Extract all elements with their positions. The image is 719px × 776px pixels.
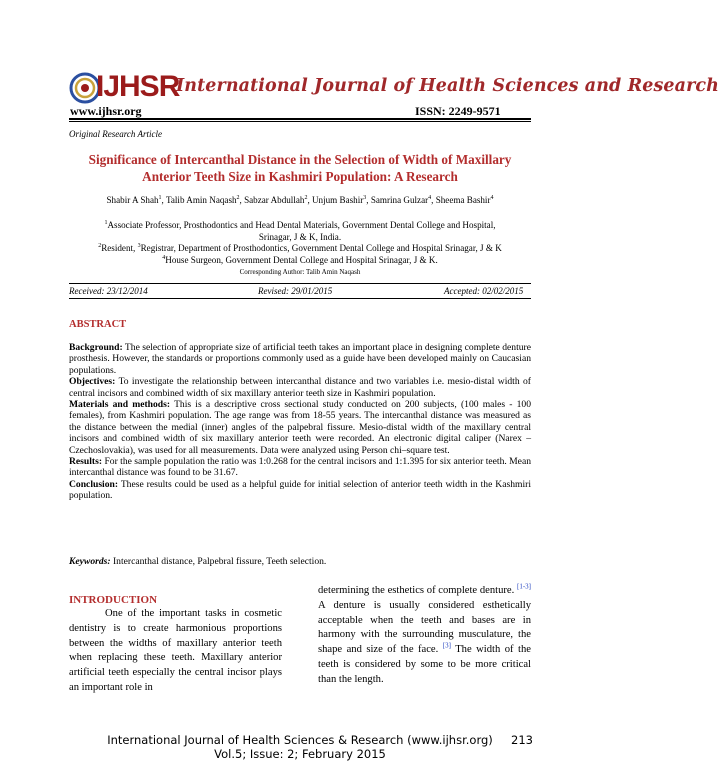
intro-paragraph: One of the important tasks in cosmetic dentistry is to create harmonious proportions between the widths of maxillary anterior teeth when replacing these teeth. Maxillary anterior artificial teeth especially the central incisor plays an important role in [69, 608, 282, 693]
article-type: Original Research Article [69, 129, 162, 139]
affiliation-line: Registrar, Department of Prosthodontics, Government Dental College and Hospital Srinagar, J & K [140, 243, 502, 253]
date-received: Received: 23/12/2014 [69, 286, 148, 296]
footer-journal: International Journal of Health Sciences & Research (www.ijhsr.org) [107, 733, 493, 747]
author: Samrina Gulzar [370, 195, 429, 205]
abstract-label: Objectives: [69, 376, 116, 388]
affiliations: $^1$Associate Professor, Prosthodontics and Head Dental Materials, Government Dental College and Hospital, Srinagar, J & K, India. $^2$Resident, $^3$Registrar, Department of Prosthodontics, Government Dental College and Hospital Srinagar, J & K $^4$House Surgeon, Government Dental College and Hospital Srinagar, J & K. [69, 220, 531, 266]
abstract-label: Results: [69, 456, 103, 468]
abstract-label: Materials and methods: [69, 399, 171, 411]
author: Sabzar Abdullah [244, 195, 305, 205]
abstract-text: To investigate the relationship between intercanthal distance and two variables i.e. mesio-distal width of central incisors and combined width of six maxillary anterior teeth size in Kashmiri population. [69, 376, 531, 399]
keywords-label: Keywords: [69, 556, 111, 567]
intro-paragraph: A denture is usually considered esthetically acceptable when the teeth and bases are in harmony with the surrounding musculature, the shape and size of the face. [318, 599, 531, 656]
date-accepted: Accepted: 02/02/2015 [444, 286, 524, 296]
author: Unjum Bashir [311, 195, 364, 205]
divider [69, 298, 531, 299]
affiliation-line: House Surgeon, Government Dental College and Hospital Srinagar, J & K. [165, 254, 438, 265]
divider [69, 283, 531, 284]
introduction-heading: INTRODUCTION [69, 594, 158, 606]
page-footer [70, 733, 530, 761]
abstract-text: For the sample population the ratio was 1:0.268 for the central incisors and 1:1.395 for six anterior teeth. Mean intercanthal distance was found to be 31.67. [69, 456, 532, 479]
abstract-heading: ABSTRACT [69, 319, 127, 330]
affiliation-line: Resident, [101, 243, 136, 253]
affiliation-line: Srinagar, J & K, India. [258, 231, 342, 242]
affiliation-line: Associate Professor, Prosthodontics and Head Dental Materials, Government Dental College and Hospital, [107, 220, 496, 230]
date-revised: Revised: 29/01/2015 [258, 286, 333, 296]
paper-title [69, 151, 531, 185]
author: Sheema Bashir [435, 195, 491, 205]
journal-name: International Journal of Health Sciences and Research [176, 76, 719, 96]
abstract-text: This is a descriptive cross sectional study conducted on 200 subjects, (100 males - 100 females), from Kashmiri population. The age range was from 18-55 years. The intercanthal distance was measured as the distance between the medial (inner) angles of the palpebral fissure. Mesio-distal width of the maxillary central incisors and combined width of six maxillary anterior teeth were recorded. An electronic digital caliper (Narex – Czechoslovakia), was used for all measurements. Data were analyzed using Person chi–square test. [69, 399, 532, 456]
abstract-label: Conclusion: [69, 478, 119, 490]
corresponding-author: Corresponding Author: Talib Amin Naqash [239, 268, 361, 276]
author: Shabir A Shah [106, 195, 159, 205]
logo-text: IJHSR [96, 70, 180, 103]
intro-paragraph: determining the esthetics of complete denture. [318, 585, 515, 596]
issn: ISSN: 2249-9571 [415, 104, 501, 118]
keywords [69, 556, 531, 567]
keywords-text: Intercanthal distance, Palpebral fissure, Teeth selection. [112, 556, 327, 567]
abstract-label: Background: [69, 342, 123, 353]
author-list: Shabir A Shah$^1$, Talib Amin Naqash$^2$, Sabzar Abdullah$^2$, Unjum Bashir$^3$, Samrina Gulzar$^4$, Sheema Bashir$^4$ [106, 194, 494, 205]
title-line: Anterior Teeth Size in Kashmiri Population: A Research [142, 169, 458, 184]
citation-link[interactable]: [1-3] [517, 582, 531, 591]
intro-column-right [318, 584, 531, 688]
divider [69, 118, 531, 120]
abstract-body [69, 342, 531, 502]
footer-volume: Vol.5; Issue: 2; February 2015 [214, 747, 386, 761]
intro-column-left [69, 593, 282, 696]
intro-paragraph: The width of the teeth is considered by some to be more critical than the length. [318, 644, 531, 685]
page-number: 213 [511, 733, 533, 747]
citation-link[interactable]: [3] [442, 641, 451, 650]
website-link[interactable]: www.ijhsr.org [70, 104, 142, 118]
author: Talib Amin Naqash [165, 195, 237, 205]
abstract-text: The selection of appropriate size of artificial teeth takes an important place in designing complete denture prosthesis. However, the standards or proportions commonly used as a guide have been developed mainly on Caucasian populations. [69, 342, 531, 376]
title-line: Significance of Intercanthal Distance in the Selection of Width of Maxillary [88, 152, 512, 167]
divider [69, 121, 531, 122]
abstract-text: These results could be used as a helpful guide for initial selection of anterior teeth width in the Kashmiri population. [69, 478, 531, 502]
